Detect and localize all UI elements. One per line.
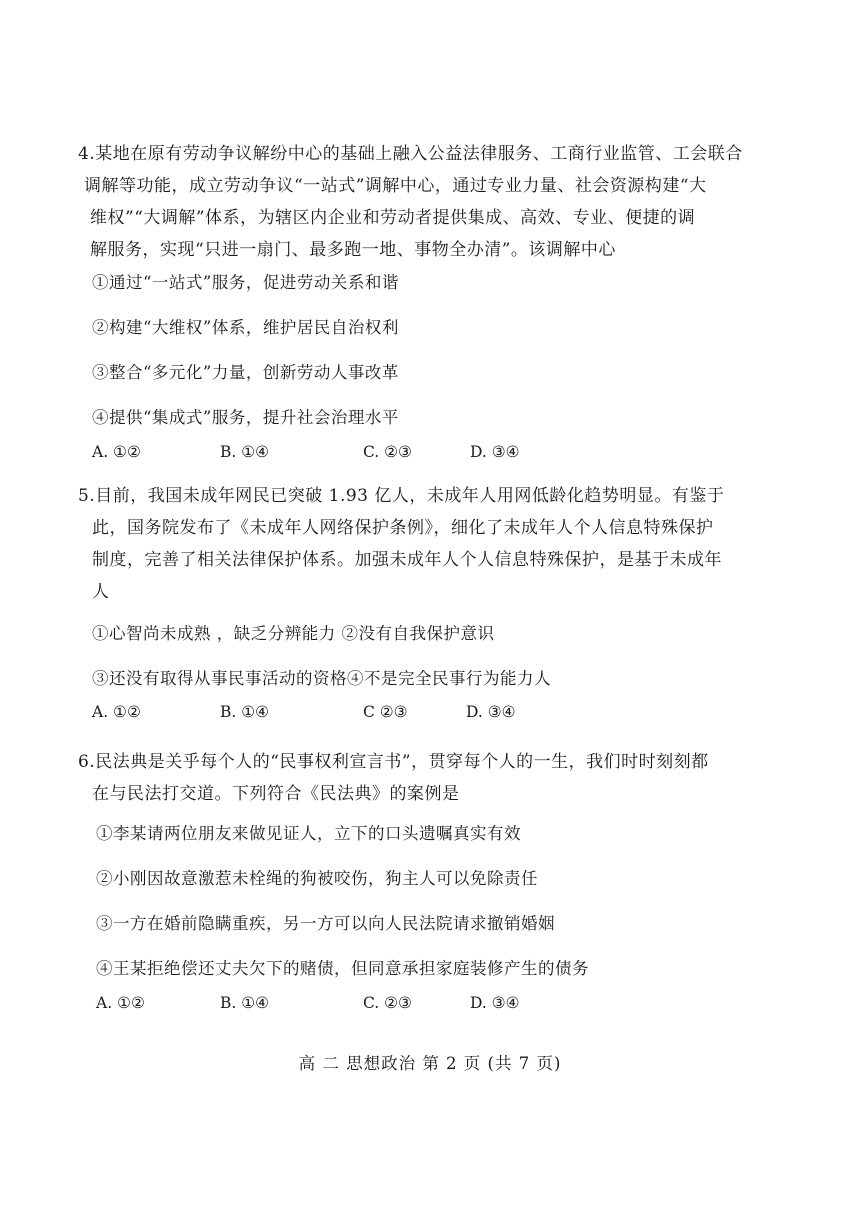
choice-d: D. ③④	[470, 994, 520, 1012]
question-stem-line: 制度，完善了相关法律保护体系。加强未成年人个人信息特殊保护，是基于未成年	[92, 550, 722, 570]
question-stem-line: 4.某地在原有劳动争议解纷中心的基础上融入公益法律服务、工商行业监管、工会联合	[78, 144, 743, 164]
question-stem-line: 6.民法典是关乎每个人的“民事权利宣言书”，贯穿每个人的一生，我们时时刻刻都	[78, 752, 709, 772]
question-6-option-4: ④王某拒绝偿还丈夫欠下的赌债，但同意承担家庭装修产生的债务	[96, 959, 589, 978]
question-4-choices	[0, 443, 860, 467]
choice-c: C. ②③	[363, 443, 412, 461]
question-4-option-3: ③整合“多元化”力量，创新劳动人事改革	[92, 363, 399, 382]
page-footer: 高 二 思想政治 第 2 页 (共 7 页)	[298, 1054, 562, 1073]
question-stem-line: 5.目前，我国未成年网民已突破 1.93 亿人，未成年人用网低龄化趋势明显。有鉴于	[78, 486, 725, 506]
choice-b: B. ①④	[220, 994, 270, 1012]
choice-d: D. ③④	[470, 443, 520, 461]
question-stem-line: 此，国务院发布了《未成年人网络保护条例》，细化了未成年人个人信息特殊保护	[92, 518, 714, 538]
question-5-stem	[78, 480, 724, 608]
question-6-stem	[78, 746, 709, 810]
question-5-option-1-2: ①心智尚未成熟 ，缺乏分辨能力 ②没有自我保护意识	[92, 624, 495, 643]
question-stem-line: 调解等功能，成立劳动争议“一站式”调解中心，通过专业力量、社会资源构建“大	[84, 176, 707, 196]
question-6-option-3: ③一方在婚前隐瞒重疾，另一方可以向人民法院请求撤销婚姻	[96, 914, 555, 933]
choice-c: C ②③	[363, 703, 408, 721]
choice-b: B. ①④	[220, 443, 270, 461]
question-stem-line: 在与民法打交道。下列符合《民法典》的案例是	[92, 784, 460, 804]
question-6-option-1: ①李某请两位朋友来做见证人，立下的口头遗嘱真实有效	[96, 824, 521, 843]
question-4-stem	[78, 138, 743, 266]
choice-b: B. ①④	[220, 703, 270, 721]
question-4-option-2: ②构建“大维权”体系，维护居民自治权利	[92, 318, 399, 337]
question-5-choices	[0, 703, 860, 727]
question-5-option-3-4: ③还没有取得从事民事活动的资格④不是完全民事行为能力人	[92, 669, 551, 688]
choice-c: C. ②③	[363, 994, 412, 1012]
question-6-choices	[0, 994, 860, 1018]
question-4-option-1: ①通过“一站式”服务，促进劳动关系和谐	[92, 273, 399, 292]
question-stem-line: 人	[92, 582, 110, 602]
choice-a: A. ①②	[96, 994, 145, 1012]
choice-d: D. ③④	[466, 703, 516, 721]
question-stem-line: 解服务，实现“只进一扇门、最多跑一地、事物全办清”。该调解中心	[90, 240, 616, 260]
choice-a: A. ①②	[92, 443, 141, 461]
choice-a: A. ①②	[92, 703, 141, 721]
question-4-option-4: ④提供“集成式”服务，提升社会治理水平	[92, 408, 399, 427]
question-6-option-2: ②小刚因故意激惹未栓绳的狗被咬伤，狗主人可以免除责任	[96, 869, 538, 888]
question-stem-line: 维权”“大调解”体系，为辖区内企业和劳动者提供集成、高效、专业、便捷的调	[90, 208, 696, 228]
